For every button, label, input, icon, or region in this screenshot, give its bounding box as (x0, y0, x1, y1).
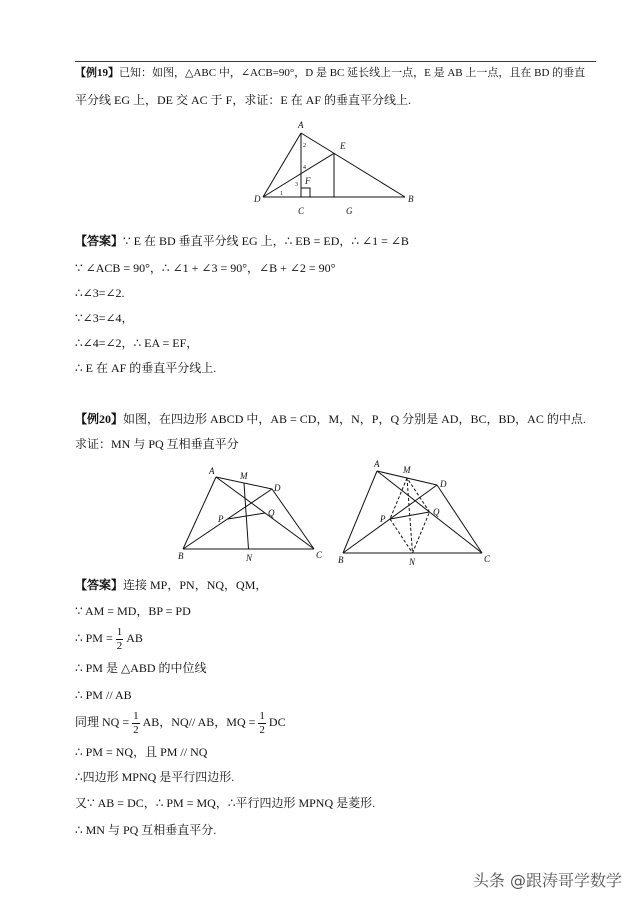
example19-problem-line-2 (75, 92, 411, 108)
watermark: 头条 @跟涛哥学数学 (472, 871, 622, 890)
point-label-c: C (484, 554, 491, 564)
example20-problem-line-2 (75, 436, 239, 452)
fraction-numerator: 1 (116, 625, 123, 638)
answer-text: ∴四边形 MPNQ 是平行四边形. (75, 770, 235, 784)
answer-text: 连接 MP，PN，NQ，QM， (123, 578, 268, 592)
dashed-segment-pn (390, 519, 413, 553)
example19-figure (250, 118, 425, 220)
point-label-p: P (218, 514, 224, 524)
point-label-m: M (240, 471, 248, 481)
right-angle-mark-c (301, 188, 310, 197)
answer-text: ∴ PM = (75, 631, 113, 645)
answer-text: ∴∠3=∠2. (75, 286, 125, 300)
angle-label-4: 4 (303, 165, 306, 171)
point-label-d: D (254, 194, 261, 204)
answer-text: ∵ ∠ACB = 90°，∴ ∠1 + ∠3 = 90°，∠B + ∠2 = 90° (75, 261, 336, 275)
fraction-numerator: 1 (133, 709, 139, 722)
point-label-n: N (246, 553, 253, 563)
example19-answer-line-3 (75, 285, 125, 301)
point-label-a: A (298, 120, 304, 130)
example20-answer-line-1 (75, 577, 267, 593)
example20-problem-text: 如图，在四边形 ABCD 中，AB = CD，M，N，P，Q 分别是 AD，BC，BD，AC 的中点. (123, 412, 586, 426)
answer-text: ∴ PM = NQ，且 PM // NQ (75, 745, 208, 759)
segment-dc (437, 485, 482, 553)
header-rule (75, 61, 596, 62)
fraction (258, 710, 266, 737)
example20-answer-line-6 (75, 707, 286, 737)
answer-text: ∵ AM = MD，BP = PD (75, 604, 191, 618)
example20-answer-line-7 (75, 744, 207, 760)
example20-answer-line-8 (75, 769, 234, 785)
example19-problem-text: 已知：如图，△ABC 中，∠ACB=90°，D 是 BC 延长线上一点，E 是 AB 上一点，且在 BD 的垂直 (119, 67, 586, 79)
fraction (116, 626, 124, 653)
answer-text: ∵ E 在 BD 垂直平分线 EG 上，∴ EB = ED，∴ ∠1 = ∠B (123, 234, 409, 248)
example20-answer-tag: 【答案】 (75, 578, 124, 592)
example20-answer-line-3 (75, 623, 143, 653)
point-label-d: D (440, 479, 447, 489)
example19-answer-line-5 (75, 335, 198, 351)
point-label-b: B (338, 555, 344, 565)
point-label-a: A (374, 459, 380, 469)
angle-label-2: 2 (303, 143, 306, 149)
example19-answer-line-4 (75, 310, 134, 326)
point-label-q: Q (268, 508, 275, 518)
example19-answer-line-6 (75, 360, 216, 376)
example19-problem-line-1 (75, 65, 585, 81)
point-label-n: N (409, 557, 416, 567)
example20-figure-right (335, 458, 495, 570)
fraction-numerator: 1 (259, 709, 265, 722)
point-label-c: C (316, 550, 323, 560)
point-label-e: E (340, 141, 346, 151)
answer-text: 又∵ AB = DC，∴ PM = MQ，∴平行四边形 MPNQ 是菱形. (75, 796, 376, 810)
example20-answer-line-4 (75, 660, 207, 676)
example20-answer-line-10 (75, 822, 216, 838)
answer-text: ∴∠4=∠2，∴ EA = EF， (75, 336, 199, 350)
answer-text: ∴ PM 是 △ABD 的中位线 (75, 661, 207, 675)
fraction-denominator: 2 (133, 723, 139, 736)
angle-label-3: 3 (295, 182, 298, 188)
fraction-denominator: 2 (259, 723, 265, 736)
answer-text: 同理 NQ = (75, 715, 130, 729)
example20-figure-left (175, 462, 325, 567)
point-label-b: B (408, 194, 414, 204)
example19-answer-line-2 (75, 260, 335, 276)
segment-dc (272, 489, 314, 549)
example20-problem-line-1 (75, 411, 586, 427)
fraction-denominator: 2 (116, 639, 123, 652)
answer-text: AB (126, 631, 143, 645)
example20-tag: 【例20】 (75, 412, 124, 426)
point-label-c: C (298, 206, 305, 216)
example19-tag: 【例19】 (75, 67, 119, 79)
segment-ab (301, 133, 405, 197)
example20-answer-line-2 (75, 603, 191, 619)
dashed-segment-nq (413, 512, 430, 553)
point-label-p: P (380, 514, 386, 524)
point-label-m: M (403, 465, 411, 475)
example19-answer-line-1 (75, 233, 409, 249)
angle-label-1: 1 (280, 191, 283, 197)
point-label-a: A (209, 466, 215, 476)
example20-answer-line-5 (75, 687, 132, 703)
answer-text: ∵∠3=∠4， (75, 311, 134, 325)
point-label-q: Q (433, 507, 440, 517)
answer-text: ∴ MN 与 PQ 互相垂直平分. (75, 823, 217, 837)
example19-problem-text: 平分线 EG 上，DE 交 AC 于 F，求证：E 在 AF 的垂直平分线上. (75, 93, 412, 107)
point-label-b: B (178, 551, 184, 561)
example20-answer-line-9 (75, 795, 375, 811)
example20-problem-text: 求证：MN 与 PQ 互相垂直平分 (75, 437, 239, 451)
point-label-g: G (346, 206, 353, 216)
answer-text: ∴ E 在 AF 的垂直平分线上. (75, 361, 217, 375)
point-label-d: D (274, 483, 281, 493)
answer-text: ∴ PM // AB (75, 688, 132, 702)
example19-answer-tag: 【答案】 (75, 234, 124, 248)
dashed-segment-qm (407, 478, 430, 512)
segment-de (263, 153, 334, 197)
answer-text: DC (268, 715, 286, 729)
point-label-f: F (305, 176, 311, 186)
fraction (132, 710, 140, 737)
answer-text: AB，NQ// AB，MQ = (142, 715, 256, 729)
